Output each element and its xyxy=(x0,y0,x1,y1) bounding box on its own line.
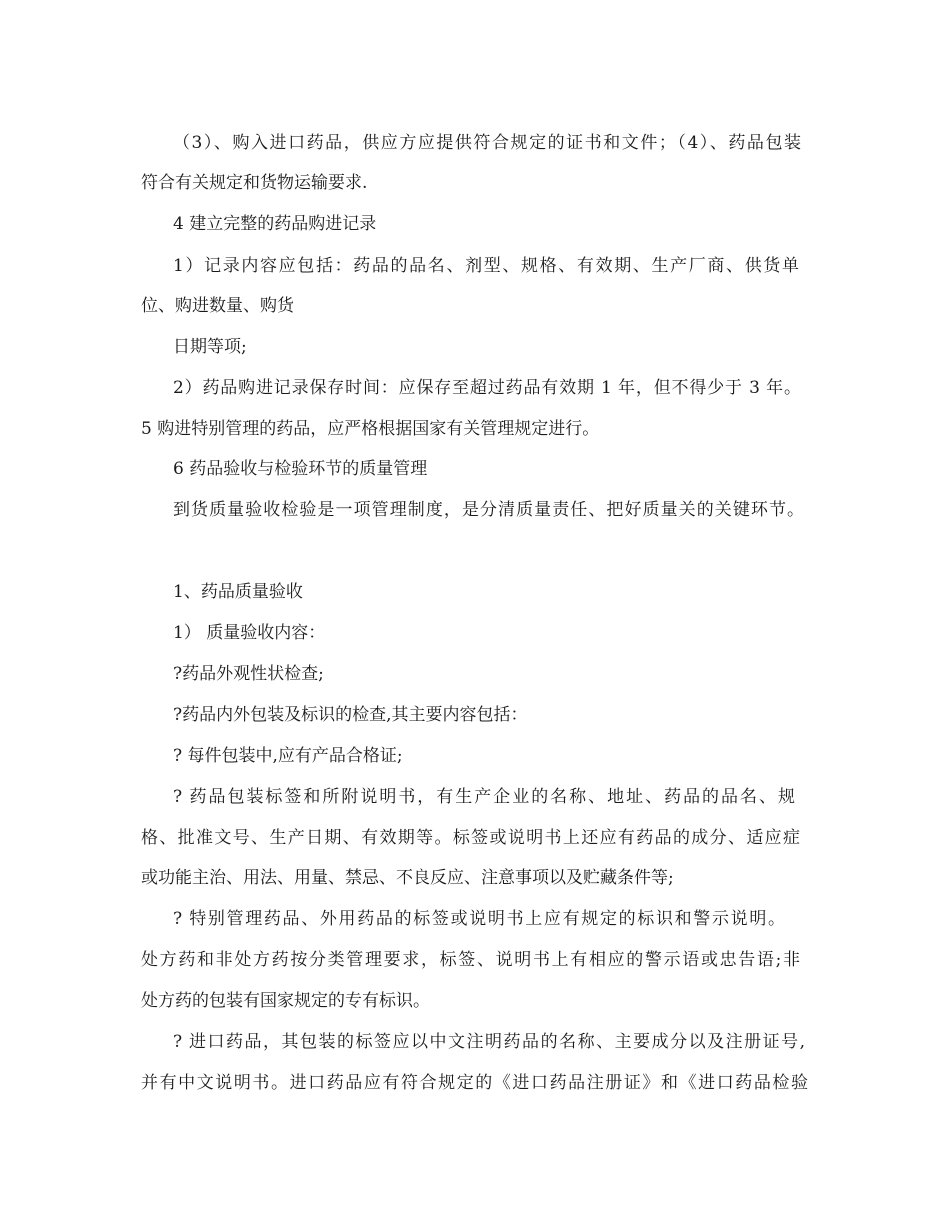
text-line: 到货质量验收检验是一项管理制度，是分清质量责任、把好质量关的关键环节。 xyxy=(173,500,804,520)
list-item: ? 每件包装中,应有产品合格证; xyxy=(173,746,403,766)
text-line: 处方药和非处方药按分类管理要求，标签、说明书上有相应的警示语或忠告语;非 xyxy=(141,950,800,970)
text-line: 符合有关规定和货物运输要求. xyxy=(141,173,368,193)
text-line: 1） 质量验收内容： xyxy=(173,623,326,643)
text-line: 处方药的包装有国家规定的专有标识。 xyxy=(141,991,430,1011)
text-line: 日期等项; xyxy=(173,337,247,357)
section-heading: 6 药品验收与检验环节的质量管理 xyxy=(173,459,428,479)
list-item: ? 特别管理药品、外用药品的标签或说明书上应有规定的标识和警示说明。 xyxy=(173,909,785,929)
subsection-heading: 1、药品质量验收 xyxy=(173,582,303,602)
section-heading: 4 建立完整的药品购进记录 xyxy=(173,214,377,234)
text-line: （3）、购入进口药品，供应方应提供符合规定的证书和文件；（4）、药品包装 xyxy=(173,133,801,153)
text-line: 2）药品购进记录保存时间：应保存至超过药品有效期 1 年，但不得少于 3 年。 xyxy=(173,378,801,398)
text-line: 位、购进数量、购货 xyxy=(141,296,294,316)
text-line: 格、批准文号、生产日期、有效期等。标签或说明书上还应有药品的成分、适应症 xyxy=(141,828,800,848)
text-line: 或功能主治、用法、用量、禁忌、不良反应、注意事项以及贮藏条件等; xyxy=(141,868,674,888)
list-item: ?药品外观性状检查; xyxy=(173,664,324,684)
section-heading: 5 购进特别管理的药品，应严格根据国家有关管理规定进行。 xyxy=(141,419,600,439)
list-item: ? 进口药品，其包装的标签应以中文注明药品的名称、主要成分以及注册证号, xyxy=(173,1032,805,1052)
text-line: 1）记录内容应包括：药品的品名、剂型、规格、有效期、生产厂商、供货单 xyxy=(173,256,799,276)
text-line: 并有中文说明书。进口药品应有符合规定的《进口药品注册证》和《进口药品检验 xyxy=(141,1073,808,1093)
list-item: ?药品内外包装及标识的检查,其主要内容包括： xyxy=(173,705,528,725)
list-item: ? 药品包装标签和所附说明书，有生产企业的名称、地址、药品的品名、规 xyxy=(173,787,795,807)
